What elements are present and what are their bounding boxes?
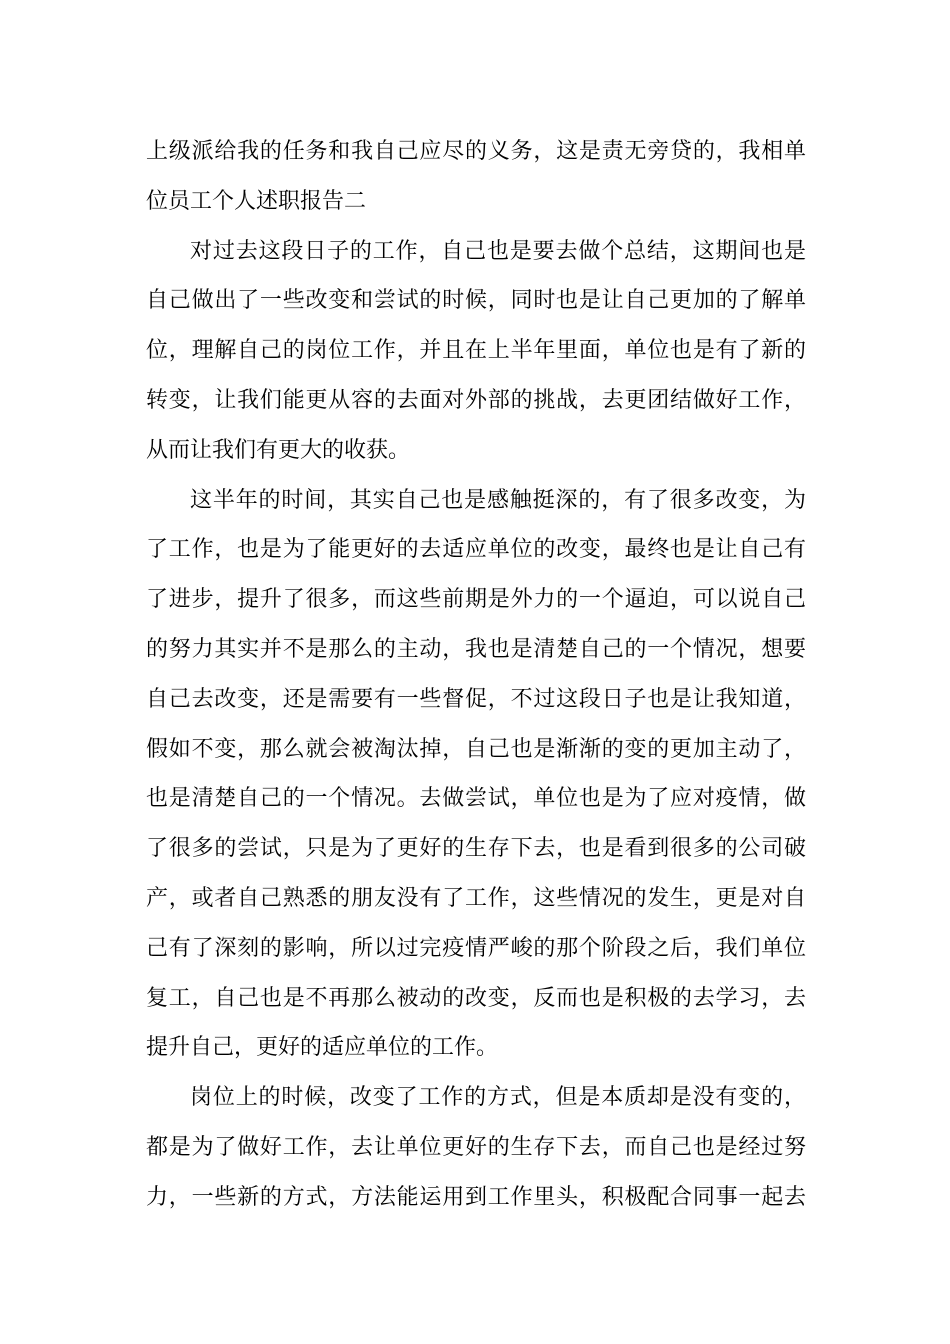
text-line: 力，一些新的方式，方法能运用到工作里头，积极配合同事一起去 xyxy=(146,1184,806,1210)
text-line: 复工，自己也是不再那么被动的改变，反而也是积极的去学习，去 xyxy=(146,985,806,1011)
document-page xyxy=(146,127,806,1223)
paragraph-first-line: 岗位上的时候，改变了工作的方式，但是本质却是没有变的， xyxy=(190,1085,806,1111)
text-line: 位，理解自己的岗位工作，并且在上半年里面，单位也是有了新的 xyxy=(146,338,806,364)
text-line: 提升自己，更好的适应单位的工作。 xyxy=(146,1035,499,1061)
text-line: 也是清楚自己的一个情况。去做尝试，单位也是为了应对疫情，做 xyxy=(146,786,806,812)
text-line: 上级派给我的任务和我自己应尽的义务，这是责无旁贷的，我相单 xyxy=(146,139,806,164)
text-line: 都是为了做好工作，去让单位更好的生存下去，而自己也是经过努 xyxy=(146,1134,806,1160)
text-line: 产，或者自己熟悉的朋友没有了工作，这些情况的发生，更是对自 xyxy=(146,885,806,911)
paragraph-first-line: 这半年的时间，其实自己也是感触挺深的，有了很多改变，为 xyxy=(190,487,806,513)
text-line: 自己做出了一些改变和尝试的时候，同时也是让自己更加的了解单 xyxy=(146,288,806,314)
text-line: 了工作，也是为了能更好的去适应单位的改变，最终也是让自己有 xyxy=(146,537,806,563)
text-line: 从而让我们有更大的收获。 xyxy=(146,437,411,463)
text-line: 了进步，提升了很多，而这些前期是外力的一个逼迫，可以说自己 xyxy=(146,587,806,613)
text-line: 自己去改变，还是需要有一些督促，不过这段日子也是让我知道， xyxy=(146,686,806,712)
paragraph-first-line: 对过去这段日子的工作，自己也是要去做个总结，这期间也是 xyxy=(190,238,806,264)
text-line: 了很多的尝试，只是为了更好的生存下去，也是看到很多的公司破 xyxy=(146,836,806,862)
text-line: 己有了深刻的影响，所以过完疫情严峻的那个阶段之后，我们单位 xyxy=(146,935,806,961)
text-line: 的努力其实并不是那么的主动，我也是清楚自己的一个情况，想要 xyxy=(146,636,806,662)
text-line: 位员工个人述职报告二 xyxy=(146,188,367,214)
text-line: 转变，让我们能更从容的去面对外部的挑战，去更团结做好工作， xyxy=(146,387,806,413)
text-line: 假如不变，那么就会被淘汰掉，自己也是渐渐的变的更加主动了， xyxy=(146,736,806,762)
